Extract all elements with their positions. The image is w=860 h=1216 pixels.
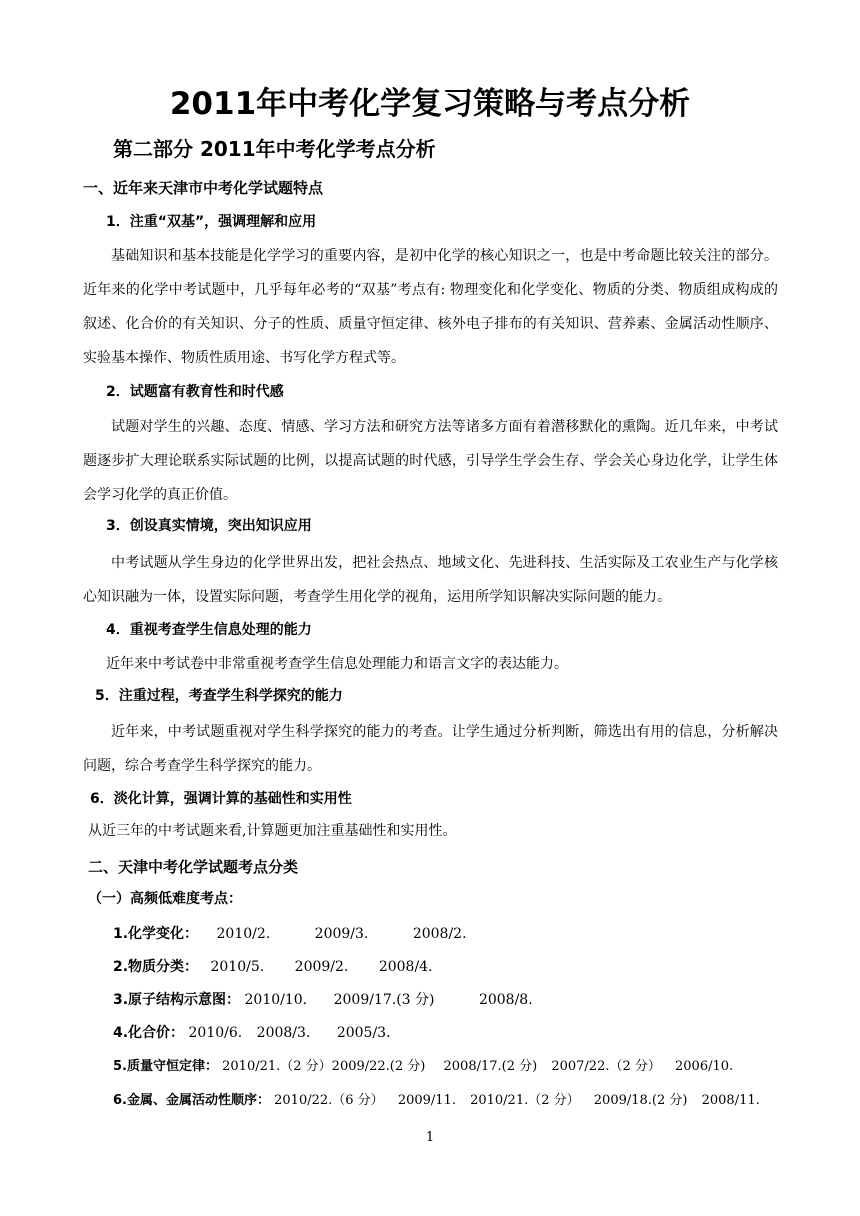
topic-ref: 2010/22.（6 分）: [274, 1093, 384, 1108]
topic-label: 2.物质分类：: [113, 959, 199, 975]
topic-item: [113, 1021, 391, 1045]
topic-ref: 2008/2.: [412, 926, 467, 942]
topic-ref: 2008/11.: [701, 1093, 760, 1108]
page-number: 1: [425, 1130, 435, 1145]
topic-item: [113, 1089, 760, 1113]
topic-ref: 2010/2.: [216, 926, 271, 942]
topic-ref: 2010/21.（2 分）: [470, 1093, 580, 1108]
topic-item: [113, 1055, 733, 1079]
topic-ref: 2009/18.(2 分): [593, 1093, 688, 1108]
s2-heading: 2．试题富有教育性和时代感: [106, 384, 284, 400]
s5-body: 近年来，中考试题重视对学生科学探究的能力的考查。让学生通过分析判断，筛选出有用的信息，分析解决问题，综合考查学生科学探究的能力。: [83, 724, 778, 774]
s4-body: 近年来中考试卷中非常重视考查学生信息处理能力和语言文字的表达能力。: [106, 656, 568, 672]
part-heading: 第二部分 2011年中考化学考点分析: [113, 137, 436, 161]
topic-ref: 2010/10.: [244, 992, 308, 1008]
topic-label: 6.金属、金属活动性顺序：: [113, 1093, 270, 1108]
topic-ref: 2009/2.: [294, 959, 349, 975]
topic-ref: 2006/10.: [675, 1059, 734, 1074]
topic-label: 4.化合价：: [113, 1025, 185, 1041]
section1-heading: 一、近年来天津市中考化学试题特点: [83, 179, 324, 197]
s3-body: 中考试题从学生身边的化学世界出发，把社会热点、地域文化、先进科技、生活实际及工农业生产与化学核心知识融为一体，设置实际问题，考查学生用化学的视角，运用所学知识解决实际问题的能力。: [83, 555, 778, 605]
topic-ref: 2009/17.(3 分): [333, 992, 435, 1008]
s3-heading: 3．创设真实情境，突出知识应用: [106, 518, 312, 534]
section2-subheading: （一）高频低难度考点：: [88, 891, 242, 907]
topic-ref: 2007/22.（2 分）: [551, 1059, 661, 1074]
topic-ref: 2005/3.: [336, 1025, 391, 1041]
topic-label: 5.质量守恒定律：: [113, 1059, 218, 1074]
topic-item: [113, 955, 433, 979]
topic-item: [113, 922, 467, 946]
topic-ref: 2008/17.(2 分): [443, 1059, 538, 1074]
topic-label: 3.原子结构示意图：: [113, 992, 241, 1008]
topic-ref: 2009/11.: [397, 1093, 456, 1108]
topic-ref: 2010/5.: [210, 959, 265, 975]
topic-ref: 2008/4.: [378, 959, 433, 975]
topic-ref: 2009/3.: [314, 926, 369, 942]
topic-label: 1.化学变化：: [113, 926, 199, 942]
s5-heading: 5．注重过程，考查学生科学探究的能力: [95, 688, 343, 704]
s2-body: 试题对学生的兴趣、态度、情感、学习方法和研究方法等诸多方面有着潜移默化的熏陶。近几年来，中考试题逐步扩大理论联系实际试题的比例，以提高试题的时代感，引导学生学会生存、学会关心身边化学，让学生体会学习化学的真正价值。: [83, 419, 778, 503]
topic-ref: 2008/8.: [478, 992, 533, 1008]
topic-item: [113, 988, 533, 1012]
s1-body: 基础知识和基本技能是化学学习的重要内容，是初中化学的核心知识之一，也是中考命题比较关注的部分。近年来的化学中考试题中，几乎每年必考的“双基”考点有: 物理变化和化学变化、物质的分类、物质组成构成的叙述、化合价的有关知识、分子的性质、质量守恒定律、核外电子排布的有关知识、营养素、金属活动性顺序、实验基本操作、物质性质用途、书写化学方程式等。: [83, 248, 778, 366]
page-title: 2011年中考化学复习策略与考点分析: [169, 86, 691, 122]
topic-ref: 2010/6.: [188, 1025, 243, 1041]
topic-ref: 2010/21.（2 分）2009/22.(2 分): [222, 1059, 426, 1074]
topic-ref: 2008/3.: [256, 1025, 311, 1041]
s6-body: 从近三年的中考试题来看,计算题更加注重基础性和实用性。: [88, 823, 457, 839]
section2-heading: 二、天津中考化学试题考点分类: [88, 858, 299, 876]
s4-heading: 4．重视考查学生信息处理的能力: [106, 622, 312, 638]
s1-heading: 1．注重“双基”，强调理解和应用: [106, 214, 317, 230]
s6-heading: 6．淡化计算，强调计算的基础性和实用性: [90, 791, 352, 807]
